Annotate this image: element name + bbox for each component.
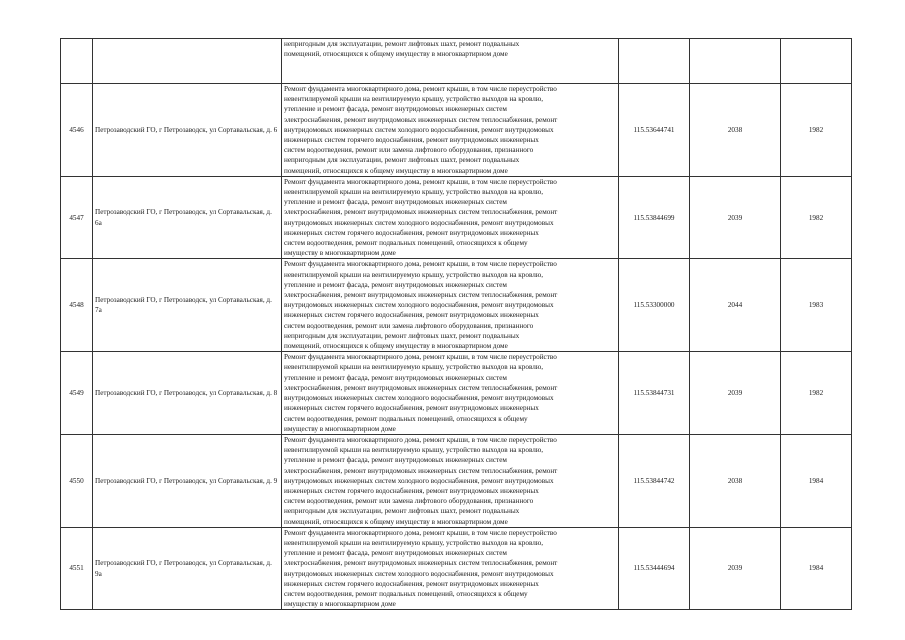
address-cell: Петрозаводский ГО, г Петрозаводск, ул Сортавальская, д. 6	[93, 84, 282, 177]
address-cell: Петрозаводский ГО, г Петрозаводск, ул Сортавальская, д. 8	[93, 352, 282, 435]
area-cell: 115.53844731	[619, 352, 690, 435]
table-row	[61, 176, 852, 259]
planned-year-cell: 2038	[690, 434, 781, 527]
works-list-cell: Ремонт фундамента многоквартирного дома, ремонт крыши, в том числе переустройство невентилируемой крыши на вентилируемую крышу, устройство выходов на кровлю, утепление и ремонт фасада, ремонт внутридомовых инженерных систем электроснабжения, ремонт внутридомовых инженерных систем теплоснабжения, ремонт внутридомовых инженерных систем холодного водоснабжения, ремонт внутридомовых инженерных систем горячего водоснабжения, ремонт внутридомовых инженерных систем водоотведения, ремонт или замена лифтового оборудования, признанного непригодным для эксплуатации, ремонт лифтовых шахт, ремонт подвальных помещений, относящихся к общему имуществу в многоквартирном доме	[282, 84, 619, 177]
planned-year-cell: 2039	[690, 176, 781, 259]
area-cell	[619, 39, 690, 84]
row-number-cell: 4549	[61, 352, 93, 435]
row-number-cell: 4550	[61, 434, 93, 527]
table-row	[61, 352, 852, 435]
build-year-cell: 1984	[781, 434, 852, 527]
row-number-cell: 4551	[61, 527, 93, 610]
address-cell	[93, 39, 282, 84]
address-cell: Петрозаводский ГО, г Петрозаводск, ул Сортавальская, д. 9	[93, 434, 282, 527]
table-row	[61, 259, 852, 352]
works-list-cell: непригодным для эксплуатации, ремонт лифтовых шахт, ремонт подвальных помещений, относящихся к общему имуществу в многоквартирном доме	[282, 39, 619, 84]
table-row	[61, 39, 852, 84]
build-year-cell: 1984	[781, 527, 852, 610]
area-cell: 115.53844742	[619, 434, 690, 527]
planned-year-cell: 2044	[690, 259, 781, 352]
area-cell: 115.53444694	[619, 527, 690, 610]
planned-year-cell: 2039	[690, 352, 781, 435]
area-cell: 115.53300000	[619, 259, 690, 352]
build-year-cell: 1982	[781, 176, 852, 259]
works-list-cell: Ремонт фундамента многоквартирного дома, ремонт крыши, в том числе переустройство невентилируемой крыши на вентилируемую крышу, устройство выходов на кровлю, утепление и ремонт фасада, ремонт внутридомовых инженерных систем электроснабжения, ремонт внутридомовых инженерных систем теплоснабжения, ремонт внутридомовых инженерных систем холодного водоснабжения, ремонт внутридомовых инженерных систем горячего водоснабжения, ремонт внутридомовых инженерных систем водоотведения, ремонт или замена лифтового оборудования, признанного непригодным для эксплуатации, ремонт лифтовых шахт, ремонт подвальных помещений, относящихся к общему имуществу в многоквартирном доме	[282, 434, 619, 527]
address-cell: Петрозаводский ГО, г Петрозаводск, ул Сортавальская, д. 9а	[93, 527, 282, 610]
table-row	[61, 84, 852, 177]
planned-year-cell: 2039	[690, 527, 781, 610]
repair-program-table	[60, 38, 852, 610]
works-list-cell: Ремонт фундамента многоквартирного дома, ремонт крыши, в том числе переустройство невентилируемой крыши на вентилируемую крышу, устройство выходов на кровлю, утепление и ремонт фасада, ремонт внутридомовых инженерных систем электроснабжения, ремонт внутридомовых инженерных систем теплоснабжения, ремонт внутридомовых инженерных систем холодного водоснабжения, ремонт внутридомовых инженерных систем горячего водоснабжения, ремонт внутридомовых инженерных систем водоотведения, ремонт подвальных помещений, относящихся к общему имуществу в многоквартирном доме	[282, 527, 619, 610]
build-year-cell: 1982	[781, 84, 852, 177]
works-list-cell: Ремонт фундамента многоквартирного дома, ремонт крыши, в том числе переустройство невентилируемой крыши на вентилируемую крышу, устройство выходов на кровлю, утепление и ремонт фасада, ремонт внутридомовых инженерных систем электроснабжения, ремонт внутридомовых инженерных систем теплоснабжения, ремонт внутридомовых инженерных систем холодного водоснабжения, ремонт внутридомовых инженерных систем горячего водоснабжения, ремонт внутридомовых инженерных систем водоотведения, ремонт подвальных помещений, относящихся к общему имуществу в многоквартирном доме	[282, 176, 619, 259]
area-cell: 115.53844699	[619, 176, 690, 259]
works-list-cell: Ремонт фундамента многоквартирного дома, ремонт крыши, в том числе переустройство невентилируемой крыши на вентилируемую крышу, устройство выходов на кровлю, утепление и ремонт фасада, ремонт внутридомовых инженерных систем электроснабжения, ремонт внутридомовых инженерных систем теплоснабжения, ремонт внутридомовых инженерных систем холодного водоснабжения, ремонт внутридомовых инженерных систем горячего водоснабжения, ремонт внутридомовых инженерных систем водоотведения, ремонт подвальных помещений, относящихся к общему имуществу в многоквартирном доме	[282, 352, 619, 435]
row-number-cell	[61, 39, 93, 84]
address-cell: Петрозаводский ГО, г Петрозаводск, ул Сортавальская, д. 6а	[93, 176, 282, 259]
row-number-cell: 4546	[61, 84, 93, 177]
address-cell: Петрозаводский ГО, г Петрозаводск, ул Сортавальская, д. 7а	[93, 259, 282, 352]
planned-year-cell: 2038	[690, 84, 781, 177]
area-cell: 115.53644741	[619, 84, 690, 177]
table-row	[61, 527, 852, 610]
planned-year-cell	[690, 39, 781, 84]
works-list-cell: Ремонт фундамента многоквартирного дома, ремонт крыши, в том числе переустройство невентилируемой крыши на вентилируемую крышу, устройство выходов на кровлю, утепление и ремонт фасада, ремонт внутридомовых инженерных систем электроснабжения, ремонт внутридомовых инженерных систем теплоснабжения, ремонт внутридомовых инженерных систем холодного водоснабжения, ремонт внутридомовых инженерных систем горячего водоснабжения, ремонт внутридомовых инженерных систем водоотведения, ремонт или замена лифтового оборудования, признанного непригодным для эксплуатации, ремонт лифтовых шахт, ремонт подвальных помещений, относящихся к общему имуществу в многоквартирном доме	[282, 259, 619, 352]
row-number-cell: 4548	[61, 259, 93, 352]
build-year-cell	[781, 39, 852, 84]
build-year-cell: 1983	[781, 259, 852, 352]
row-number-cell: 4547	[61, 176, 93, 259]
build-year-cell: 1982	[781, 352, 852, 435]
table-row	[61, 434, 852, 527]
